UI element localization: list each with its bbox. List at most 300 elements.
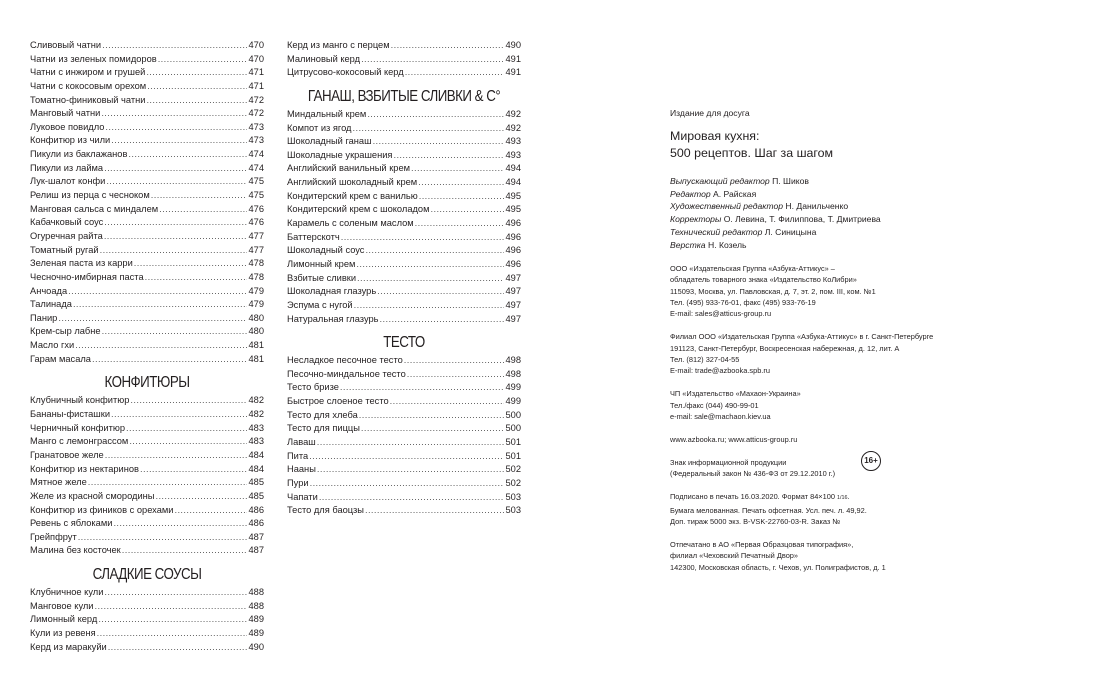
- ukraine-distributor: [670, 388, 980, 422]
- dot-leader: [95, 600, 248, 614]
- toc-entry-title: Ревень с яблоками: [30, 518, 113, 529]
- toc-entry: [30, 517, 264, 531]
- credit-row: [670, 188, 980, 201]
- dot-leader: [104, 162, 247, 176]
- toc-entry-page: 494: [505, 163, 521, 174]
- dot-leader: [390, 395, 505, 409]
- credit-role: Технический редактор: [670, 226, 763, 237]
- toc-entry-page: 490: [248, 641, 264, 652]
- toc-entry-title: Манговая сальса с миндалем: [30, 203, 159, 214]
- dot-leader: [92, 353, 248, 367]
- toc-entry-title: Миндальный крем: [287, 108, 367, 119]
- toc-entry: [30, 641, 264, 655]
- dot-leader: [155, 490, 247, 504]
- toc-entry-page: 496: [505, 231, 521, 242]
- toc-entry: [30, 298, 264, 312]
- toc-entry: [287, 491, 521, 505]
- toc-entry-title: Английский шоколадный крем: [287, 177, 418, 188]
- toc-entry-page: 479: [248, 285, 264, 296]
- credit-role: Редактор: [670, 188, 711, 199]
- credit-row: [670, 213, 980, 226]
- printer-line: Отпечатано в АО «Первая Образцовая типография»,: [670, 540, 854, 550]
- print-line: [670, 491, 980, 504]
- toc-entry-title: Баттерскотч: [287, 231, 340, 242]
- toc-entry-title: Грейпфрут: [30, 531, 77, 542]
- dot-leader: [88, 476, 248, 490]
- credit-name: А. Райская: [713, 188, 757, 199]
- toc-entry-page: 498: [505, 368, 521, 379]
- toc-entry: [30, 476, 264, 490]
- dot-leader: [367, 108, 504, 122]
- toc-entry: [30, 66, 264, 80]
- book-title-line: 500 рецептов. Шаг за шагом: [670, 146, 834, 160]
- toc-entry: [287, 395, 521, 409]
- credit-name: Н. Козель: [707, 239, 747, 250]
- branch-line: Тел. (812) 327-04-55: [670, 355, 740, 365]
- toc-entry: [287, 313, 521, 327]
- toc-entry: [30, 422, 264, 436]
- publisher-line: Тел. (495) 933-76-01, факс (495) 933-76-19: [670, 297, 816, 307]
- toc-entry: [287, 436, 521, 450]
- toc-entry-page: 489: [248, 627, 264, 638]
- toc-entry-page: 500: [505, 423, 521, 434]
- toc-entry: [30, 39, 264, 53]
- toc-entry-title: Керд из маракуйи: [30, 641, 107, 652]
- credit-role: Верстка: [670, 239, 706, 250]
- info-sign-line: Знак информационной продукции: [670, 458, 787, 467]
- credits-list: [670, 175, 980, 251]
- dot-leader: [130, 394, 247, 408]
- info-sign: [670, 457, 980, 480]
- toc-entry-title: Желе из красной смородины: [30, 490, 155, 501]
- dot-leader: [377, 285, 504, 299]
- toc-entry-title: Чатни с кокосовым орехом: [30, 80, 147, 91]
- toc-entry-title: Компот из ягод: [287, 122, 352, 133]
- toc-entry-page: 476: [248, 203, 264, 214]
- toc-entry-page: 471: [248, 67, 264, 78]
- toc-entry-title: Чатни с инжиром и грушей: [30, 67, 146, 78]
- toc-entry: [30, 435, 264, 449]
- toc-entry-page: 492: [505, 122, 521, 133]
- toc-entry-page: 484: [248, 463, 264, 474]
- toc-entry-title: Кули из ревеня: [30, 627, 96, 638]
- toc-entry-title: Цитрусово-кокосовый керд: [287, 67, 404, 78]
- toc-entry-page: 499: [505, 382, 521, 393]
- toc-entry-page: 488: [248, 587, 264, 598]
- dot-leader: [104, 230, 248, 244]
- toc-entry: [30, 353, 264, 367]
- toc-entry-title: Малиновый керд: [287, 53, 361, 64]
- dot-leader: [126, 422, 247, 436]
- toc-entry: [30, 504, 264, 518]
- toc-entry-page: 476: [248, 217, 264, 228]
- toc-entry-title: Талинада: [30, 299, 72, 310]
- credit-name: Н. Данильченко: [785, 201, 849, 212]
- toc-column-middle: [287, 39, 521, 518]
- toc-entry: [30, 162, 264, 176]
- toc-entry: [287, 450, 521, 464]
- toc-entry-page: 502: [505, 464, 521, 475]
- toc-entry-title: Лимонный керд: [30, 614, 98, 625]
- toc-entry: [287, 285, 521, 299]
- toc-entry: [287, 53, 521, 67]
- toc-entry-page: 475: [248, 190, 264, 201]
- toc-entry-page: 482: [248, 395, 264, 406]
- toc-entry-title: Манговый чатни: [30, 108, 101, 119]
- toc-entry: [30, 257, 264, 271]
- toc-entry-title: Английский ванильный крем: [287, 163, 411, 174]
- toc-entry-page: 491: [505, 67, 521, 78]
- toc-entry-title: Бананы-фисташки: [30, 409, 111, 420]
- dot-leader: [317, 463, 505, 477]
- toc-entry: [30, 408, 264, 422]
- dot-leader: [104, 216, 247, 230]
- toc-entry-page: 470: [248, 53, 264, 64]
- toc-entry-page: 471: [248, 80, 264, 91]
- toc-entry: [287, 244, 521, 258]
- toc-entry-title: Шоколадная глазурь: [287, 286, 377, 297]
- dot-leader: [418, 176, 504, 190]
- publisher-line: 115093, Москва, ул. Павловская, д. 7, эт. 2, пом. III, ком. №1: [670, 286, 876, 296]
- toc-entry: [30, 107, 264, 121]
- dot-leader: [356, 258, 504, 272]
- toc-entry-page: 485: [248, 477, 264, 488]
- dot-leader: [317, 436, 505, 450]
- toc-entry: [30, 531, 264, 545]
- toc-entry-page: 487: [248, 545, 264, 556]
- dot-leader: [365, 504, 505, 518]
- toc-entry: [287, 463, 521, 477]
- toc-entry-page: 475: [248, 176, 264, 187]
- toc-entry-title: Клубничное кули: [30, 587, 104, 598]
- dot-leader: [100, 244, 248, 258]
- toc-entry: [30, 312, 264, 326]
- branch-line: Филиал ООО «Издательская Группа «Азбука-Аттикус» в г. Санкт-Петербурге: [670, 332, 934, 342]
- toc-entry: [287, 162, 521, 176]
- toc-entry-title: Томатно-финиковый чатни: [30, 94, 146, 105]
- toc-entry-title: Чесночно-имбирная паста: [30, 271, 144, 282]
- dot-leader: [393, 149, 504, 163]
- toc-entry: [30, 134, 264, 148]
- dot-leader: [174, 504, 247, 518]
- toc-entry: [287, 39, 521, 53]
- toc-entry: [30, 463, 264, 477]
- toc-entry: [287, 108, 521, 122]
- toc-entry-title: Релиш из перца с чесноком: [30, 190, 150, 201]
- dot-leader: [361, 422, 505, 436]
- toc-entry-page: 472: [248, 94, 264, 105]
- toc-entry-page: 478: [248, 271, 264, 282]
- toc-entry-page: 483: [248, 436, 264, 447]
- toc-entry-page: 487: [248, 531, 264, 542]
- toc-entry-title: Крем-сыр лабне: [30, 326, 101, 337]
- toc-entry-title: Томатный ругай: [30, 244, 99, 255]
- toc-entry-page: 477: [248, 244, 264, 255]
- dot-leader: [98, 613, 247, 627]
- toc-entry-title: Керд из манго с перцем: [287, 40, 390, 50]
- print-line: Доп. тираж 5000 экз. B-VSK-22760-03-R. Заказ №: [670, 517, 841, 527]
- toc-entry: [287, 272, 521, 286]
- toc-entry-page: 481: [248, 353, 264, 364]
- toc-entry-title: Взбитые сливки: [287, 272, 357, 283]
- print-format-text: Подписано в печать 16.03.2020. Формат 84×100: [670, 492, 838, 502]
- dot-leader: [159, 203, 247, 217]
- dot-leader: [365, 244, 504, 258]
- toc-entry: [30, 449, 264, 463]
- toc-entry-title: Эспума с нугой: [287, 299, 353, 310]
- credit-name: Л. Синицына: [764, 226, 817, 237]
- credit-role: Художественный редактор: [670, 201, 784, 212]
- toc-entry: [287, 504, 521, 518]
- distributor-line: ЧП «Издательство «Махаон-Украина»: [670, 389, 801, 399]
- toc-entry-page: 496: [505, 218, 521, 229]
- toc-entry-title: Нааны: [287, 464, 316, 475]
- dot-leader: [411, 162, 504, 176]
- toc-entry-page: 495: [505, 190, 521, 201]
- toc-entry-page: 497: [505, 286, 521, 297]
- toc-entry-page: 497: [505, 272, 521, 283]
- toc-entry-title: Сливовый чатни: [30, 40, 102, 50]
- toc-entry-page: 498: [505, 355, 521, 366]
- dot-leader: [106, 175, 247, 189]
- toc-entry: [30, 216, 264, 230]
- toc-entry-title: Чатни из зеленых помидоров: [30, 53, 157, 64]
- toc-entry-page: 492: [505, 108, 521, 119]
- series-label: Издание для досуга: [670, 108, 750, 118]
- dot-leader: [380, 313, 505, 327]
- dot-leader: [134, 257, 248, 271]
- toc-entry-title: Малина без косточек: [30, 545, 121, 556]
- credit-name: О. Левина, Т. Филиппова, Т. Дмитриева: [723, 214, 881, 225]
- toc-entry-page: 486: [248, 504, 264, 515]
- toc-entry: [287, 422, 521, 436]
- credit-row: [670, 239, 980, 252]
- toc-entry-page: 473: [248, 121, 264, 132]
- toc-entry-page: 478: [248, 258, 264, 269]
- print-format-end: .: [847, 492, 850, 502]
- dot-leader: [404, 354, 505, 368]
- toc-entry-title: Быстрое слоеное тесто: [287, 396, 389, 407]
- toc-entry-title: Тесто бризе: [287, 382, 339, 393]
- toc-entry: [30, 271, 264, 285]
- dot-leader: [391, 39, 505, 53]
- dot-leader: [151, 189, 248, 203]
- distributor-line: Тел./факс (044) 490-99-01: [670, 400, 759, 410]
- dot-leader: [310, 477, 505, 491]
- dot-leader: [68, 285, 247, 299]
- toc-entry-page: 503: [505, 491, 521, 502]
- toc-entry: [30, 148, 264, 162]
- toc-entry-page: 491: [505, 53, 521, 64]
- toc-entry: [287, 176, 521, 190]
- dot-leader: [309, 450, 504, 464]
- dot-leader: [140, 463, 247, 477]
- toc-entry: [30, 285, 264, 299]
- toc-entry-title: Конфитюр из фиников с орехами: [30, 504, 174, 515]
- toc-entry-page: 485: [248, 490, 264, 501]
- toc-entry-page: 497: [505, 299, 521, 310]
- credit-role: Корректоры: [670, 214, 722, 225]
- toc-entry-title: Песочно-миндальное тесто: [287, 368, 406, 379]
- toc-entry-page: 493: [505, 149, 521, 160]
- dot-leader: [415, 217, 505, 231]
- dot-leader: [319, 491, 505, 505]
- printer-line: 142300, Московская область, г. Чехов, ул. Полиграфистов, д. 1: [670, 562, 886, 572]
- credit-row: [670, 175, 980, 188]
- toc-entry-page: 496: [505, 258, 521, 269]
- toc-entry: [30, 80, 264, 94]
- dot-leader: [97, 627, 248, 641]
- toc-entry-page: 488: [248, 600, 264, 611]
- credit-row: [670, 200, 980, 213]
- toc-entry-title: Тесто для баоцзы: [287, 505, 364, 516]
- toc-entry: [30, 244, 264, 258]
- toc-entry-page: 481: [248, 340, 264, 351]
- toc-entry-title: Тесто для пиццы: [287, 423, 360, 434]
- toc-entry-title: Кабачковый соус: [30, 217, 104, 228]
- toc-entry: [30, 230, 264, 244]
- toc-entry-title: Манговое кули: [30, 600, 94, 611]
- toc-entry: [30, 175, 264, 189]
- toc-entry-title: Масло гхи: [30, 340, 75, 351]
- toc-entry-title: Натуральная глазурь: [287, 313, 379, 324]
- toc-entry-title: Лимонный крем: [287, 258, 356, 269]
- toc-entry: [287, 368, 521, 382]
- toc-entry: [287, 217, 521, 231]
- print-line: Бумага мелованная. Печать офсетная. Усл. печ. л. 49,92.: [670, 505, 867, 515]
- dot-leader: [105, 449, 248, 463]
- toc-entry-title: Анчоада: [30, 285, 68, 296]
- toc-entry: [287, 258, 521, 272]
- dot-leader: [359, 409, 505, 423]
- toc-entry-page: 495: [505, 204, 521, 215]
- section-heading: ТЕСТО: [383, 334, 425, 352]
- toc-entry-page: 477: [248, 230, 264, 241]
- publisher-line: обладатель товарного знака «Издательство КоЛибри»: [670, 275, 857, 285]
- toc-entry: [30, 121, 264, 135]
- toc-entry: [287, 135, 521, 149]
- dot-leader: [158, 53, 248, 67]
- printer-line: филиал «Чеховский Печатный Двор»: [670, 551, 799, 561]
- toc-entry-page: 470: [248, 40, 264, 50]
- dot-leader: [105, 121, 247, 135]
- toc-entry-page: 496: [505, 245, 521, 256]
- toc-entry-page: 500: [505, 409, 521, 420]
- credit-row: [670, 226, 980, 239]
- toc-entry: [30, 600, 264, 614]
- toc-entry-page: 472: [248, 108, 264, 119]
- toc-entry-title: Панир: [30, 312, 58, 323]
- print-format-fraction: 1/16: [837, 495, 848, 502]
- toc-entry: [30, 627, 264, 641]
- toc-entry-title: Пикули из баклажанов: [30, 149, 128, 160]
- toc-entry: [30, 203, 264, 217]
- toc-entry-page: 494: [505, 177, 521, 188]
- dot-leader: [357, 272, 504, 286]
- toc-entry: [30, 490, 264, 504]
- toc-entry-page: 493: [505, 136, 521, 147]
- dot-leader: [147, 80, 247, 94]
- toc-entry: [30, 189, 264, 203]
- toc-entry-title: Чапати: [287, 491, 318, 502]
- dot-leader: [113, 517, 247, 531]
- toc-entry: [287, 409, 521, 423]
- book-title: [670, 128, 980, 162]
- dot-leader: [340, 381, 505, 395]
- dot-leader: [145, 271, 248, 285]
- toc-entry-page: 502: [505, 477, 521, 488]
- dot-leader: [373, 135, 505, 149]
- toc-entry-page: 499: [505, 396, 521, 407]
- dot-leader: [352, 122, 504, 136]
- dot-leader: [101, 107, 247, 121]
- dot-leader: [361, 53, 504, 67]
- toc-entry: [287, 354, 521, 368]
- toc-entry: [30, 586, 264, 600]
- toc-entry-title: Гарам масала: [30, 353, 91, 364]
- toc-entry-title: Гранатовое желе: [30, 449, 104, 460]
- credit-name: П. Шиков: [772, 176, 809, 186]
- toc-entry: [287, 122, 521, 136]
- credit-role: Выпускающий редактор: [670, 176, 770, 186]
- dot-leader: [104, 586, 247, 600]
- toc-entry-page: 483: [248, 422, 264, 433]
- toc-entry: [287, 381, 521, 395]
- section-heading: СЛАДКИЕ СОУСЫ: [92, 566, 202, 584]
- toc-entry-page: 501: [505, 437, 521, 448]
- section-heading: КОНФИТЮРЫ: [104, 374, 190, 392]
- toc-entry-title: Мятное желе: [30, 477, 87, 488]
- websites: www.azbooka.ru; www.atticus-group.ru: [670, 435, 798, 445]
- toc-entry-page: 473: [248, 135, 264, 146]
- dot-leader: [129, 435, 247, 449]
- toc-entry: [30, 325, 264, 339]
- toc-entry: [30, 339, 264, 353]
- toc-entry: [287, 299, 521, 313]
- toc-entry-title: Кондитерский крем с ванилью: [287, 190, 418, 201]
- dot-leader: [111, 134, 247, 148]
- dot-leader: [58, 312, 247, 326]
- toc-entry-page: 486: [248, 518, 264, 529]
- publisher-info: [670, 263, 980, 320]
- toc-entry-title: Лук-шалот конфи: [30, 176, 106, 187]
- toc-entry: [287, 149, 521, 163]
- toc-entry-title: Пикули из лайма: [30, 162, 104, 173]
- toc-entry-title: Несладкое песочное тесто: [287, 355, 403, 366]
- branch-line: 191123, Санкт-Петербург, Воскресенская набережная, д. 12, лит. А: [670, 343, 900, 353]
- branch-email: E-mail: trade@azbooka.spb.ru: [670, 366, 770, 376]
- dot-leader: [111, 408, 247, 422]
- printer-info: [670, 539, 980, 573]
- dot-leader: [405, 66, 505, 80]
- toc-entry: [30, 544, 264, 558]
- dot-leader: [102, 39, 247, 53]
- publisher-email: E-mail: sales@atticus-group.ru: [670, 309, 772, 319]
- toc-entry: [287, 190, 521, 204]
- toc-entry-page: 503: [505, 505, 521, 516]
- toc-entry: [30, 53, 264, 67]
- toc-entry-title: Шоколадный соус: [287, 245, 365, 256]
- dot-leader: [430, 203, 504, 217]
- toc-entry-title: Лаваш: [287, 437, 316, 448]
- toc-entry: [287, 66, 521, 80]
- toc-entry-page: 480: [248, 312, 264, 323]
- toc-entry-page: 489: [248, 614, 264, 625]
- dot-leader: [73, 298, 248, 312]
- distributor-email: e-mail: sale@machaon.kiev.ua: [670, 412, 771, 422]
- toc-entry-title: Тесто для хлеба: [287, 409, 358, 420]
- toc-entry-title: Черничный конфитюр: [30, 422, 126, 433]
